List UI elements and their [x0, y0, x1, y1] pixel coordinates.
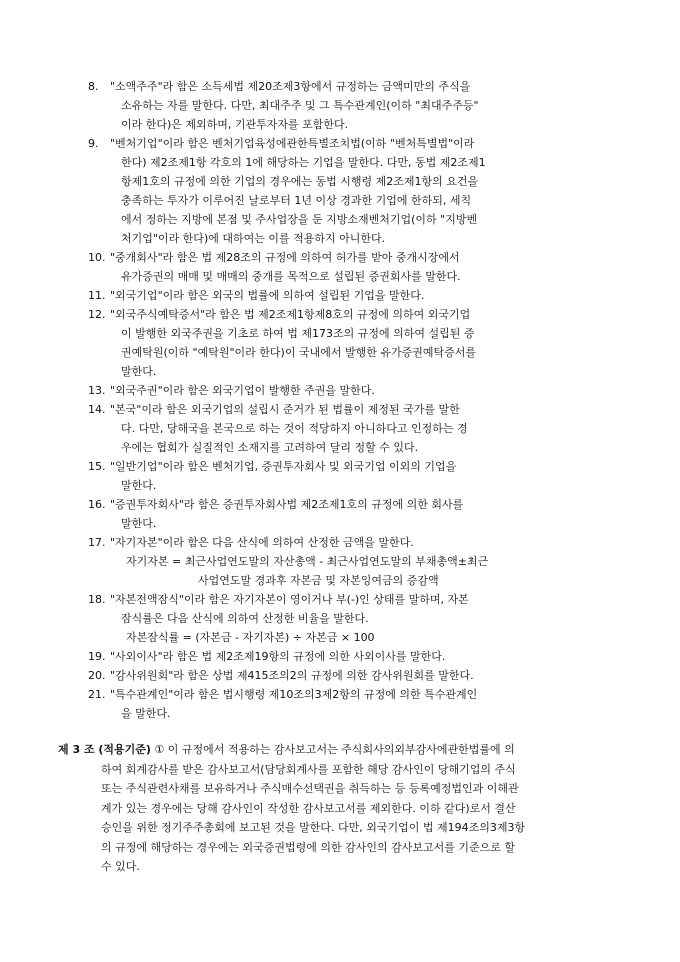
- item-number: 18.: [88, 593, 106, 606]
- item-number: 20.: [88, 669, 106, 682]
- item-line: "증권투자회사"라 함은 증권투자회사법 제2조제1호의 규정에 의한 회사를: [110, 498, 464, 511]
- article-line: 수 있다.: [101, 860, 140, 873]
- item-line: 말한다.: [121, 479, 157, 492]
- definition-item-9: [88, 134, 578, 248]
- item-line: "소액주주"라 함은 소득세법 제20조제3항에서 규정하는 금액미만의 주식을: [110, 80, 471, 93]
- article-line: ① 이 규정에서 적용하는 감사보고서는 주식회사의외부감사에관한법률에 의: [154, 743, 515, 756]
- item-line: "본국"이라 함은 외국기업의 설립시 준거가 된 법률이 제정된 국가를 말한: [110, 403, 460, 416]
- definition-item-8: [88, 77, 578, 134]
- item-number: 9.: [88, 137, 99, 150]
- item-number: 16.: [88, 498, 106, 511]
- item-line: 말한다.: [121, 365, 157, 378]
- item-line: "중개회사"라 함은 법 제28조의 규정에 의하여 허가를 받아 중개시장에서: [110, 251, 460, 264]
- item-number: 11.: [88, 289, 106, 302]
- item-line: 이 발행한 외국주권을 기초로 하여 법 제173조의 규정에 의하여 설립된 증: [121, 327, 475, 340]
- item-line: 이라 한다)은 제외하며, 기관투자자를 포함한다.: [121, 118, 349, 131]
- definition-item-21: [88, 685, 578, 723]
- definition-item-13: [88, 381, 578, 400]
- item-line: "외국주식예탁증서"라 함은 법 제2조제1항제8호의 규정에 의하여 외국기업: [110, 308, 471, 321]
- item-line: "외국주권"이라 함은 외국기업이 발행한 주권을 말한다.: [110, 384, 375, 397]
- definition-item-16: [88, 495, 578, 533]
- item-line: "자본전액잠식"이라 함은 자기자본이 영이거나 부(-)인 상태를 말하며, 자본: [110, 593, 469, 606]
- item-line: 처기업"이라 한다)에 대하여는 이를 적용하지 아니한다.: [121, 232, 386, 245]
- definition-item-20: [88, 666, 578, 685]
- item-line: 에서 정하는 지방에 본점 및 주사업장을 둔 지방소재벤처기업(이하 "지방벤: [121, 213, 478, 226]
- item-number: 13.: [88, 384, 106, 397]
- item-number: 10.: [88, 251, 106, 264]
- item-number: 8.: [88, 80, 99, 93]
- item-line: "일반기업"이라 함은 벤처기업, 증권투자회사 및 외국기업 이외의 기업을: [110, 460, 457, 473]
- item-line: "자기자본"이라 함은 다음 산식에 의하여 산정한 금액을 말한다.: [110, 536, 414, 549]
- item-line: "특수관계인"이라 함은 법시행령 제10조의3제2항의 규정에 의한 특수관계인: [110, 688, 478, 701]
- definition-item-17: [88, 533, 578, 552]
- item-line: 권예탁원(이하 "예탁원"이라 한다)이 국내에서 발행한 유가증권예탁증서를: [121, 346, 476, 359]
- article-3: [58, 740, 630, 877]
- impairment-formula: 자본잠식률 = (자본금 - 자기자본) ÷ 자본금 × 100: [126, 631, 375, 644]
- item-line: 항제1호의 규정에 의한 기업의 경우에는 동법 시행령 제2조제1항의 요건을: [121, 175, 479, 188]
- equity-formula-line-1: 자기자본 = 최근사업연도말의 자산총액 - 최근사업연도말의 부채총액±최근: [126, 555, 489, 568]
- article-line: 승인을 위한 정기주주총회에 보고된 것을 말한다. 다만, 외국기업이 법 제194조의3제3항: [101, 821, 526, 834]
- item-number: 17.: [88, 536, 106, 549]
- definition-item-12: [88, 305, 578, 381]
- definition-item-14: [88, 400, 578, 457]
- article-line: 또는 주식관련사채를 보유하거나 주식매수선택권을 취득하는 등 등록예정법인과 이해관: [101, 782, 519, 795]
- item-line: "벤처기업"이라 함은 벤처기업육성에관한특별조치법(이하 "벤처특별법"이라: [110, 137, 475, 150]
- article-line: 하여 회계감사를 받은 감사보고서(담당회계사를 포함한 해당 감사인이 당해기업의 주식: [101, 762, 516, 776]
- equity-formula-line-2: 사업연도말 경과후 자본금 및 자본잉여금의 증감액: [198, 574, 439, 587]
- definition-item-11: [88, 286, 578, 305]
- item-line: 충족하는 투자가 이루어진 날로부터 1년 이상 경과한 기업에 한하되, 세칙: [121, 194, 472, 207]
- item-line: 소유하는 자를 말한다. 다만, 최대주주 및 그 특수관계인(이하 "최대주주등": [121, 99, 479, 112]
- item-number: 14.: [88, 403, 106, 416]
- item-line: 우에는 협회가 실질적인 소재지를 고려하여 달리 정할 수 있다.: [121, 441, 419, 454]
- item-line: "사외이사"라 함은 법 제2조제19항의 규정에 의한 사외이사를 말한다.: [110, 650, 446, 663]
- definition-item-10: [88, 248, 578, 286]
- article-line: 계가 있는 경우에는 당해 감사인이 작성한 감사보고서를 제외한다. 이하 같다)로서 결산: [101, 801, 516, 815]
- definition-item-18: [88, 590, 578, 628]
- item-line: 다. 다만, 당해국을 본국으로 하는 것이 적당하지 아니하다고 인정하는 경: [121, 422, 468, 435]
- item-number: 12.: [88, 308, 106, 321]
- article-heading: 제 3 조 (적용기준): [58, 743, 151, 756]
- article-line: 의 규정에 해당하는 경우에는 외국증권법령에 의한 감사인의 감사보고서를 기준으로 할: [101, 840, 516, 854]
- article-first-line: [58, 740, 630, 760]
- item-line: 한다) 제2조제1항 각호의 1에 해당하는 기업을 말한다. 다만, 동법 제2조제1: [121, 156, 486, 169]
- item-line: 말한다.: [121, 517, 157, 530]
- item-number: 21.: [88, 688, 106, 701]
- definition-item-15: [88, 457, 578, 495]
- item-line: "외국기업"이라 함은 외국의 법률에 의하여 설립된 기업을 말한다.: [110, 289, 425, 302]
- item-line: 유가증권의 매매 및 매매의 중개를 목적으로 설립된 증권회사를 말한다.: [121, 270, 461, 283]
- item-line: 잠식률은 다음 산식에 의하여 산정한 비율을 말한다.: [121, 612, 369, 625]
- item-number: 15.: [88, 460, 106, 473]
- item-line: 을 말한다.: [121, 707, 171, 720]
- item-line: "감사위원회"라 함은 상법 제415조의2의 규정에 의한 감사위원회를 말한다.: [110, 669, 474, 682]
- item-number: 19.: [88, 650, 106, 663]
- definition-item-19: [88, 647, 578, 666]
